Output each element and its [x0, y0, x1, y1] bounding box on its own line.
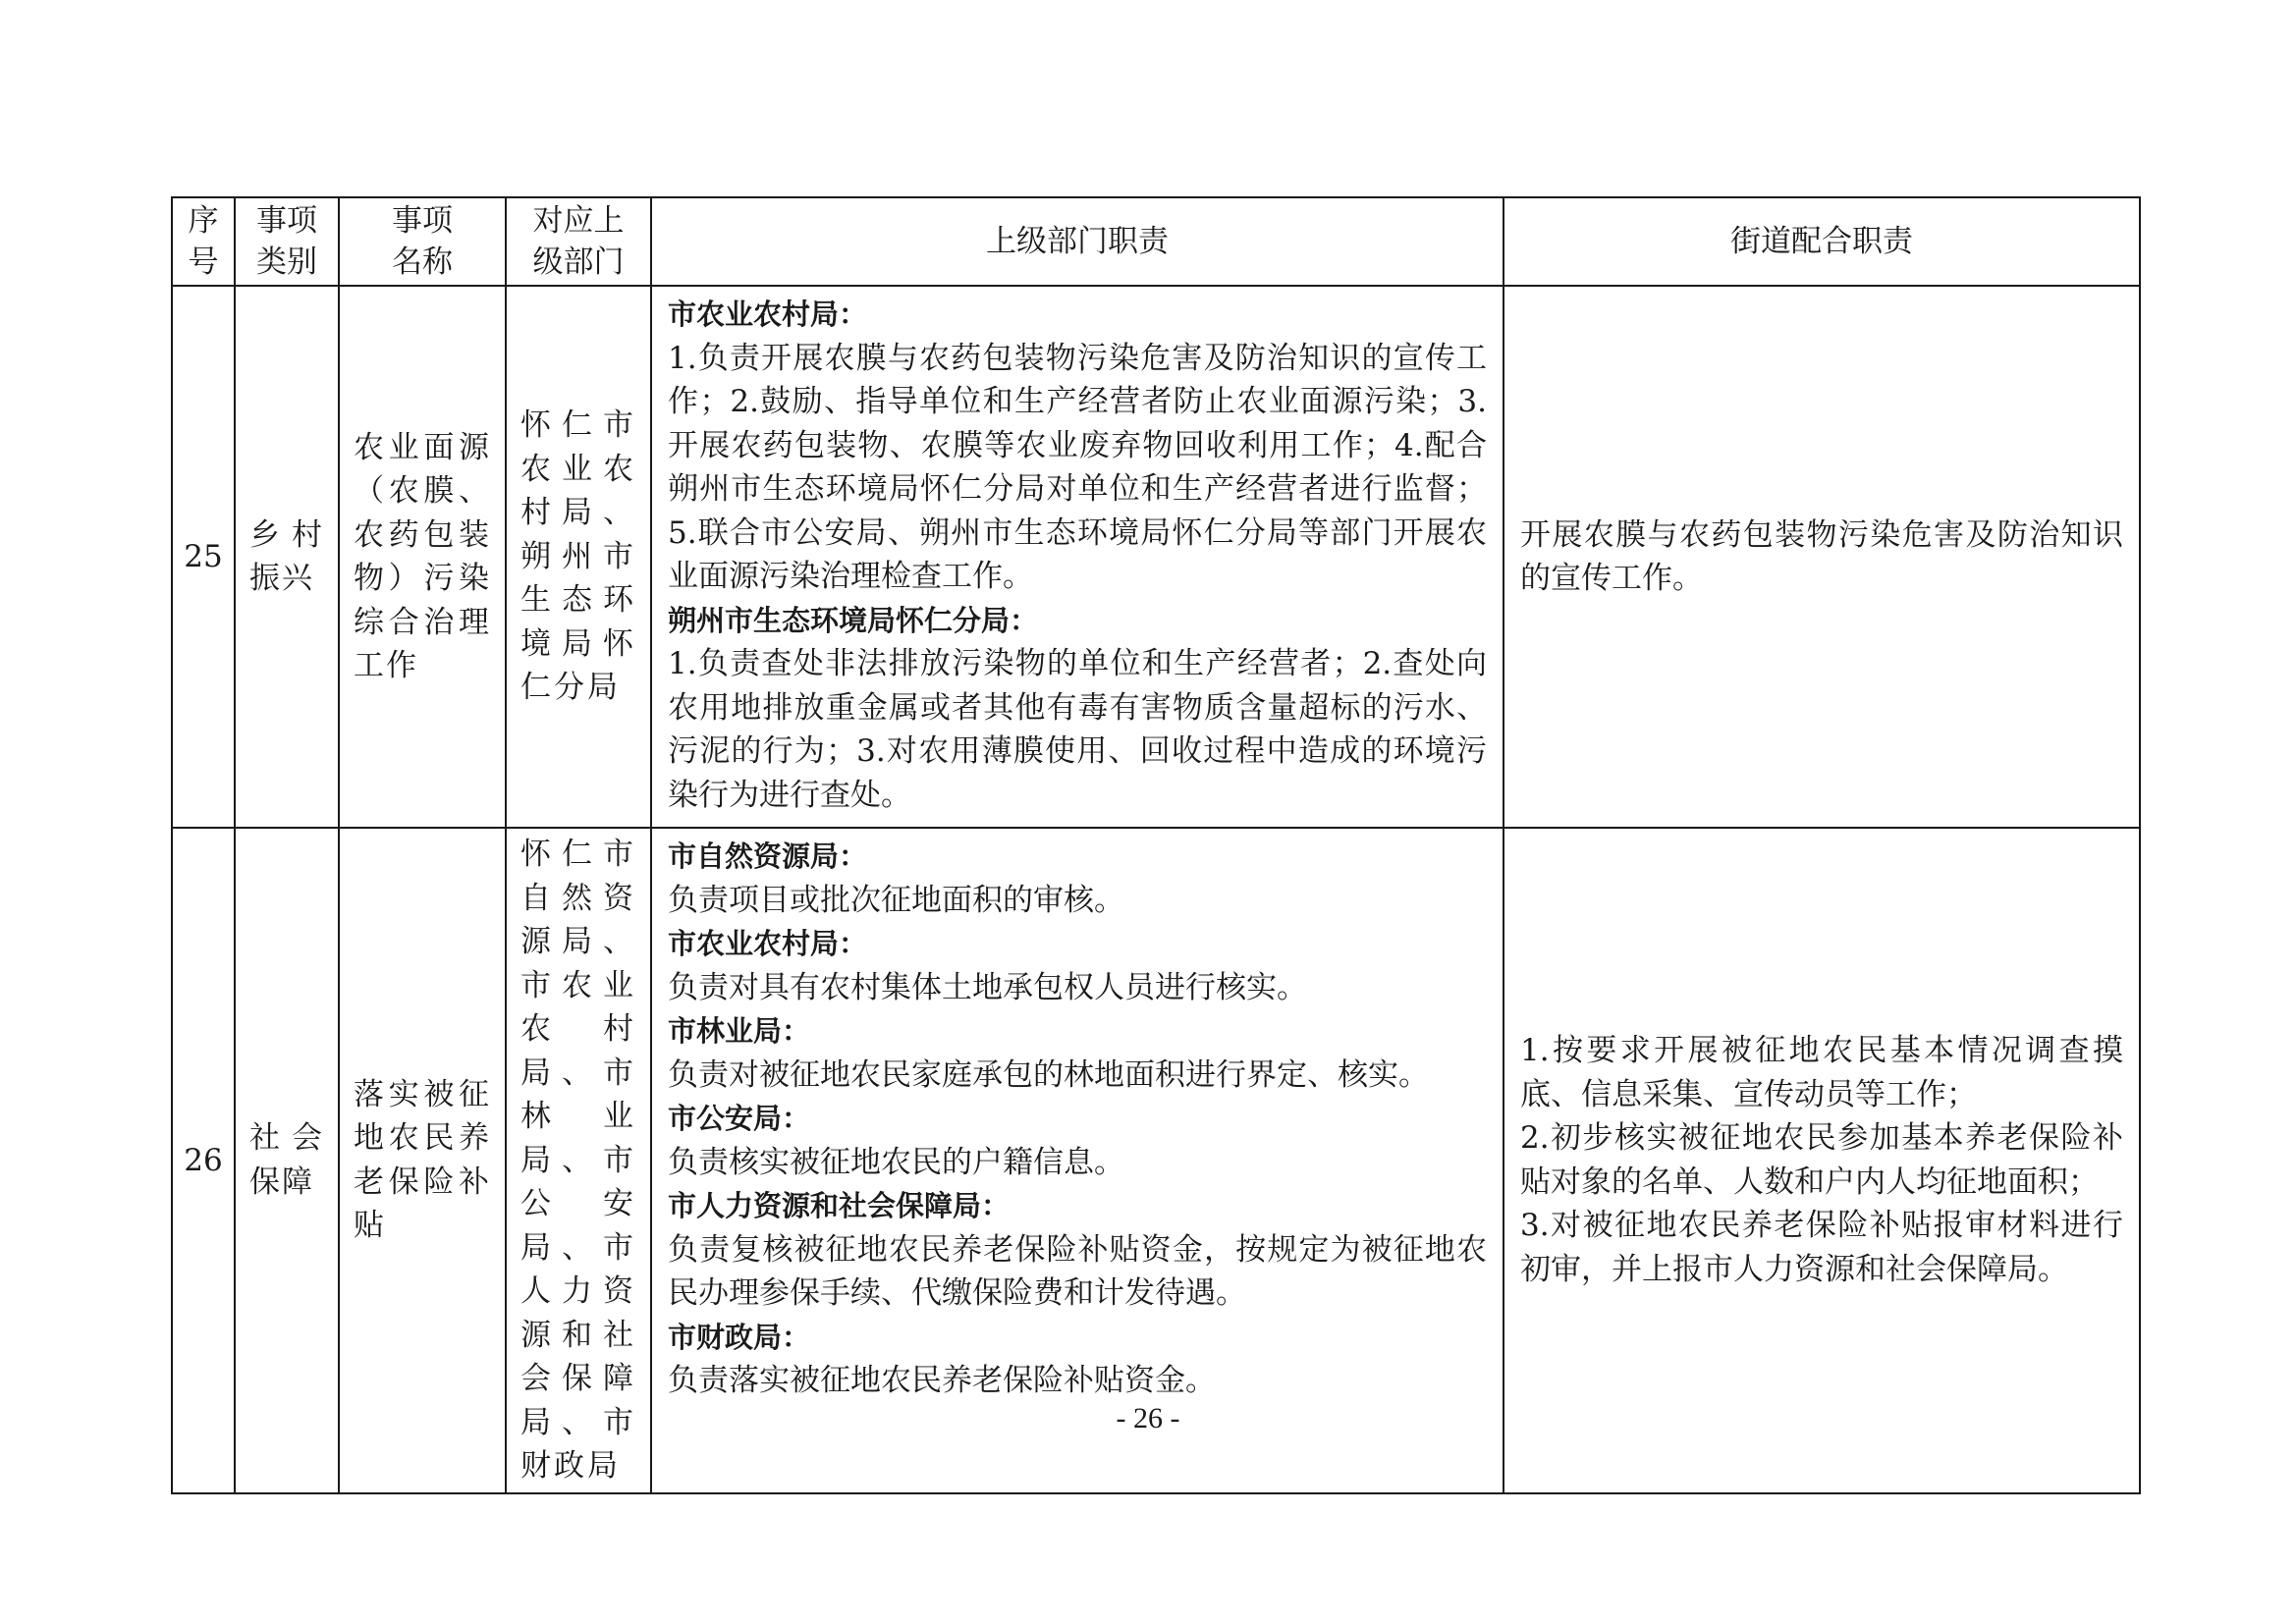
duty-text: 负责项目或批次征地面积的审核。 [668, 882, 1124, 918]
duty-dept-title: 市人力资源和社会保障局： [668, 1189, 1011, 1222]
header-upper-duty: 上级部门职责 [651, 197, 1503, 286]
row-upper-duty [651, 828, 1503, 1493]
responsibility-table-sheet [171, 196, 2139, 1494]
row-dept: 怀仁市自然资源局、市农业农村局、市林业局、市公安局、市人力资源和社会保障局、市财政局 [506, 828, 651, 1493]
row-item-name: 农业面源（农膜、农药包装物）污染综合治理工作 [339, 286, 506, 828]
row-upper-duty [651, 286, 1503, 828]
duty-dept-title: 市自然资源局： [668, 839, 868, 873]
row-no: 26 [172, 828, 235, 1493]
street-duty-text: 3.对被征地农民养老保险补贴报审材料进行初审，并上报市人力资源和社会保障局。 [1520, 1208, 2123, 1287]
duty-dept-title: 市农业农村局： [668, 927, 868, 960]
street-duty-text: 开展农膜与农药包装物污染危害及防治知识的宣传工作。 [1520, 516, 2123, 596]
row-category: 乡村振兴 [235, 286, 339, 828]
row-category: 社会保障 [235, 828, 339, 1493]
duty-text: 负责对具有农村集体土地承包权人员进行核实。 [668, 969, 1307, 1005]
street-duty-text: 2.初步核实被征地农民参加基本养老保险补贴对象的名单、人数和户内人均征地面积； [1520, 1120, 2123, 1200]
header-no: 序号 [172, 197, 235, 286]
street-duty-text: 1.按要求开展被征地农民基本情况调查摸底、信息采集、宣传动员等工作； [1520, 1033, 2123, 1112]
duty-dept-title: 市农业农村局： [668, 298, 868, 331]
page-number: - 26 - [1116, 1402, 1180, 1434]
duty-text: 1.负责开展农膜与农药包装物污染危害及防治知识的宣传工作；2.鼓励、指导单位和生产经营者防止农业面源污染；3.开展农药包装物、农膜等农业废弃物回收利用工作；4.配合朔州市生态环境局怀仁分局对单位和生产经营者进行监督；5.联合市公安局、朔州市生态环境局怀仁分局等部门开展农业面源污染治理检查工作。 [668, 340, 1487, 594]
header-name: 事项名称 [339, 197, 506, 286]
duty-dept-title: 市林业局： [668, 1014, 811, 1048]
duty-text: 1.负责查处非法排放污染物的单位和生产经营者；2.查处向农用地排放重金属或者其他有毒有害物质含量超标的污水、污泥的行为；3.对农用薄膜使用、回收过程中造成的环境污染行为进行查处。 [668, 646, 1487, 813]
row-street-duty [1503, 828, 2140, 1493]
duty-text: 负责对被征地农民家庭承包的林地面积进行界定、核实。 [668, 1056, 1429, 1093]
duty-dept-title: 市公安局： [668, 1102, 811, 1135]
duty-dept-title: 朔州市生态环境局怀仁分局： [668, 603, 1039, 637]
duty-text: 负责落实被征地农民养老保险补贴资金。 [668, 1363, 1216, 1398]
row-street-duty [1503, 286, 2140, 828]
header-street-duty: 街道配合职责 [1503, 197, 2140, 286]
table-row [172, 828, 2140, 1493]
row-dept: 怀仁市农业农村局、朔州市生态环境局怀仁分局 [506, 286, 651, 828]
row-no: 25 [172, 286, 235, 828]
row-item-name: 落实被征地农民养老保险补贴 [339, 828, 506, 1493]
header-dept: 对应上级部门 [506, 197, 651, 286]
responsibility-table [171, 196, 2141, 1494]
table-header-row [172, 197, 2140, 286]
duty-dept-title: 市财政局： [668, 1320, 811, 1354]
table-row [172, 286, 2140, 828]
header-category: 事项类别 [235, 197, 339, 286]
duty-text: 负责复核被征地农民养老保险补贴资金，按规定为被征地农民办理参保手续、代缴保险费和计发待遇。 [668, 1231, 1487, 1311]
duty-text: 负责核实被征地农民的户籍信息。 [668, 1144, 1124, 1180]
